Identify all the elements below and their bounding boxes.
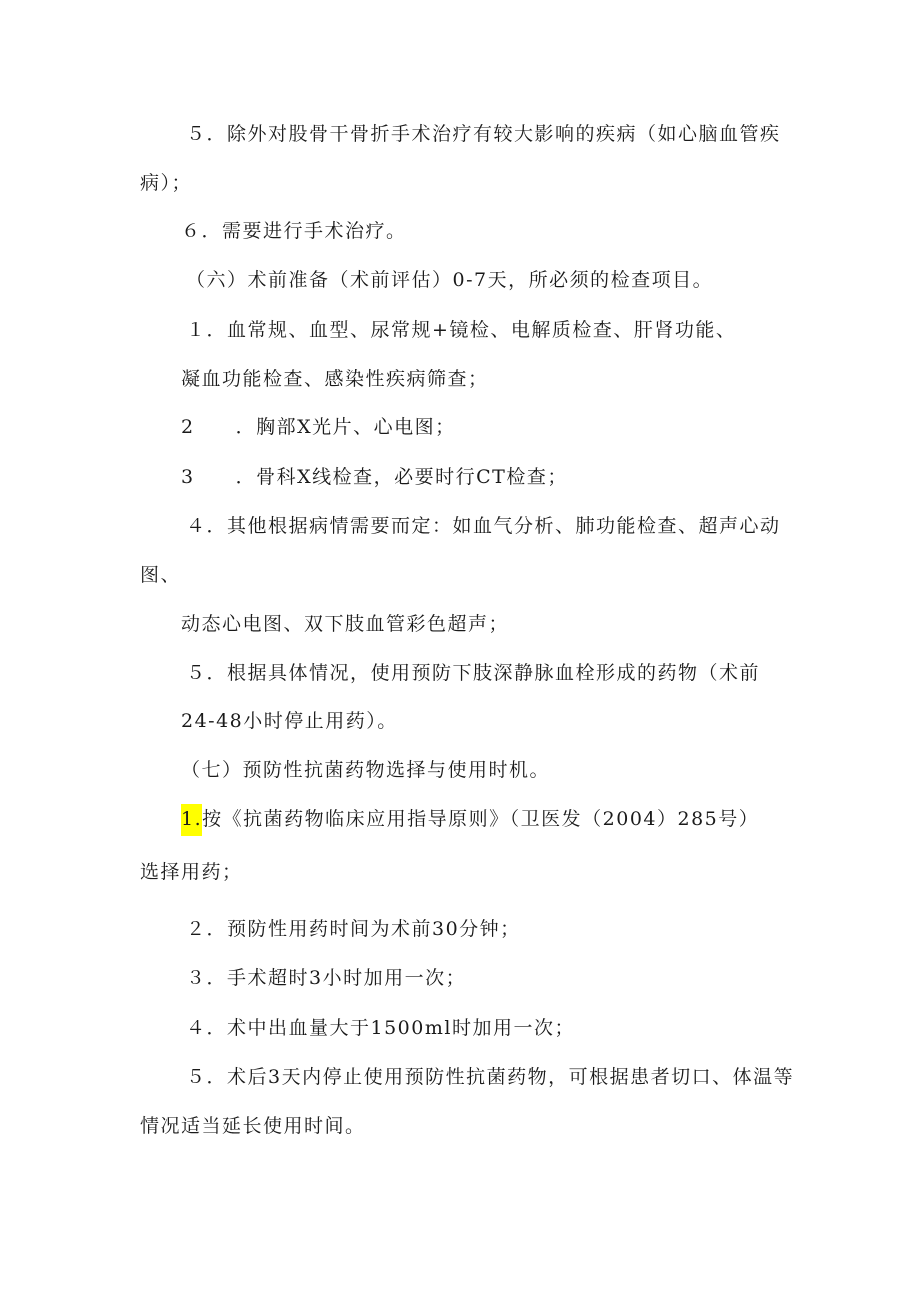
antibiotic-item-5: ５．术后3天内停止使用预防性抗菌药物，可根据患者切口、体温等	[186, 1066, 795, 1088]
exam-item-1: １．血常规、血型、尿常规+镜检、电解质检查、肝肾功能、	[186, 319, 737, 341]
exam-item-2: 2 ．胸部X光片、心电图；	[181, 416, 456, 438]
item-5-exclusion: ５．除外对股骨干骨折手术治疗有较大影响的疾病（如心脑血管疾	[186, 123, 781, 145]
exam-item-4: ４．其他根据病情需要而定：如血气分析、肺功能检查、超声心动	[186, 515, 781, 537]
section-6-heading: （六）术前准备（术前评估）0-7天，所必须的检查项目。	[186, 269, 714, 291]
antibiotic-item-2: ２．预防性用药时间为术前30分钟；	[186, 918, 521, 940]
exam-item-4-cont2: 动态心电图、双下肢血管彩色超声；	[181, 613, 510, 635]
exam-item-5-cont: 24-48小时停止用药）。	[181, 710, 398, 732]
antibiotic-item-1-text: 按《抗菌药物临床应用指导原则》（卫医发（2004）285号）	[202, 808, 760, 830]
antibiotic-item-1	[181, 807, 759, 831]
antibiotic-item-3: ３．手术超时3小时加用一次；	[186, 967, 467, 989]
exam-item-3: 3 ．骨科X线检查，必要时行CT检查；	[181, 466, 568, 488]
exam-item-4-cont: 图、	[140, 564, 182, 586]
antibiotic-item-5-cont: 情况适当延长使用时间。	[140, 1115, 366, 1137]
exam-item-5: ５．根据具体情况，使用预防下肢深静脉血栓形成的药物（术前	[186, 662, 761, 684]
section-7-heading: （七）预防性抗菌药物选择与使用时机。	[181, 759, 551, 781]
antibiotic-item-1-cont: 选择用药；	[140, 861, 243, 883]
item-5-exclusion-cont: 病）；	[140, 172, 193, 194]
highlighted-item-number: 1.	[181, 804, 202, 836]
exam-item-1-cont: 凝血功能检查、感染性疾病筛查；	[181, 368, 489, 390]
item-6-surgery: ６．需要进行手术治疗。	[181, 220, 407, 242]
antibiotic-item-4: ４．术中出血量大于1500ml时加用一次；	[186, 1017, 575, 1039]
